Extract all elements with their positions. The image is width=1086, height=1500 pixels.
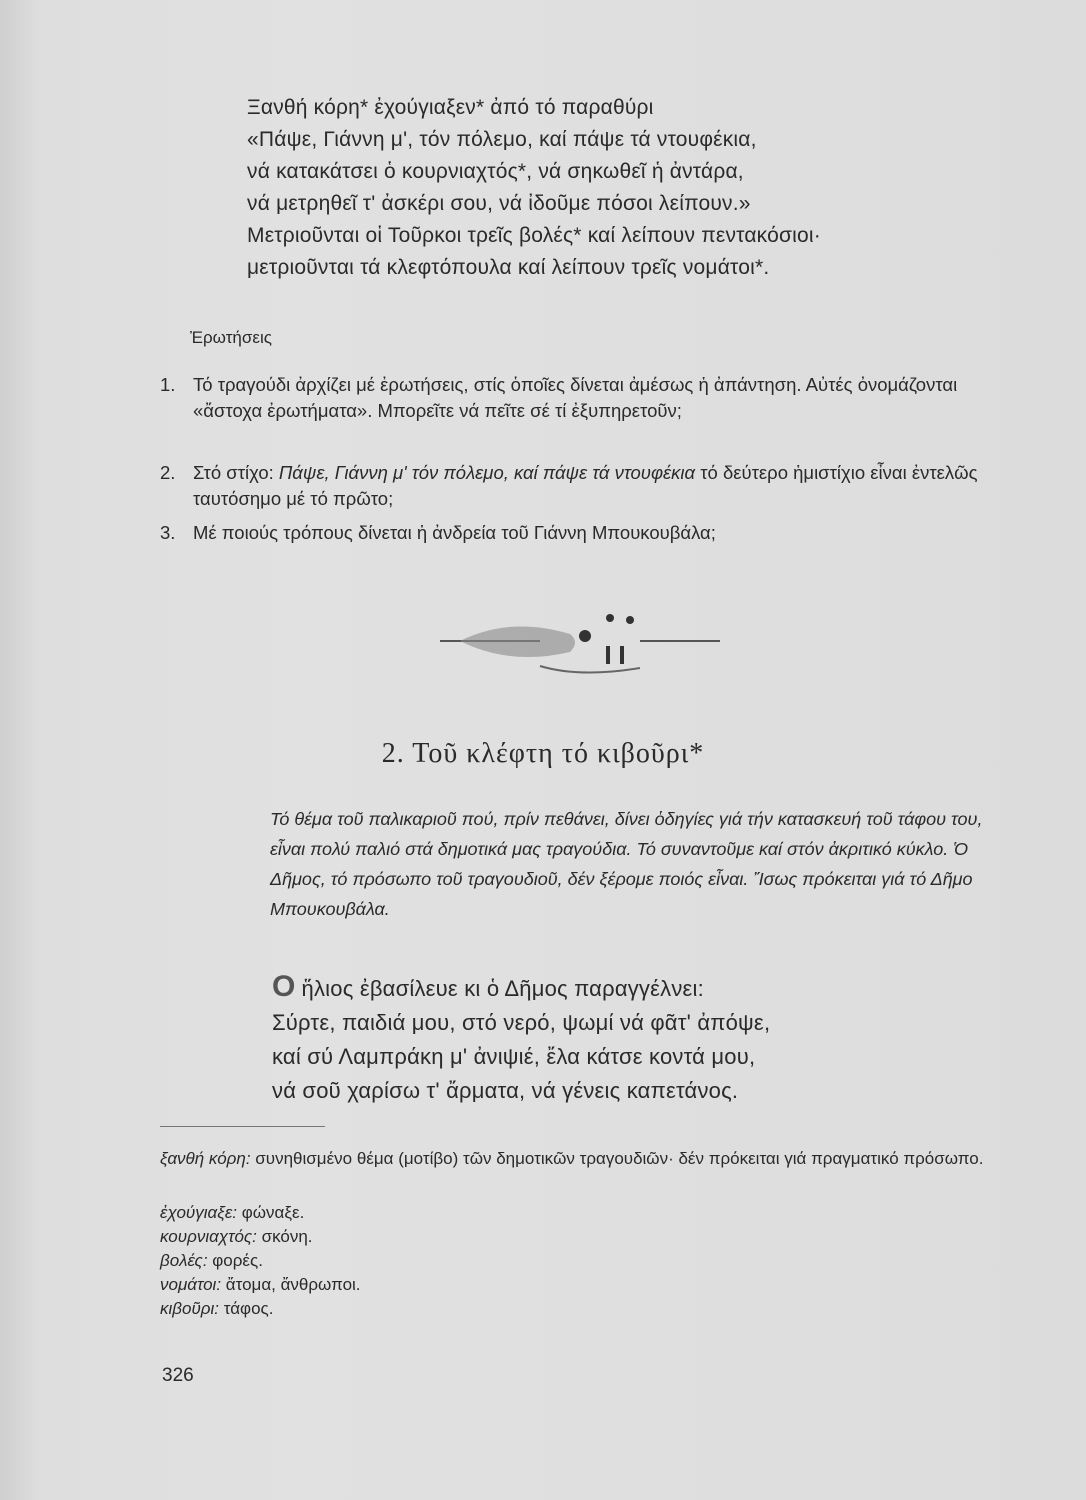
question-text <box>193 460 983 512</box>
question-prefix: Στό στίχο: <box>193 462 279 483</box>
footnote-text: σκόνη. <box>256 1227 313 1246</box>
footnote <box>160 1298 990 1320</box>
footnote-divider <box>160 1126 325 1127</box>
poem-line <box>272 970 992 1006</box>
poem-line: νά σοῦ χαρίσω τ' ἄρματα, νά γένεις καπετάνος. <box>272 1078 739 1103</box>
footnote-term: ξανθή κόρη: <box>160 1149 251 1168</box>
section-intro: Τό θέμα τοῦ παλικαριοῦ πού, πρίν πεθάνει, δίνει ὁδηγίες γιά τήν κατασκευή τοῦ τάφου του, εἶναι πολύ παλιό στά δημοτικά μας τραγούδια. Τό συναντοῦμε καί στόν ἀκριτικό κύκλο. Ὁ Δῆμος, τό πρόσωπο τοῦ τραγουδιοῦ, δέν ξέρομε ποιός εἶναι. Ἴσως πρόκειται γιά τό Δῆμο Μπουκουβάλα. <box>270 809 983 919</box>
footnote-term: νομάτοι: <box>160 1275 222 1294</box>
footnote-text: φορές. <box>207 1251 263 1270</box>
footnote-term: κιβοῦρι: <box>160 1299 220 1318</box>
poem-line: μετριοῦνται τά κλεφτόπουλα καί λείπουν τρεῖς νομάτοι*. <box>247 256 770 279</box>
footnote-term: βολές: <box>160 1251 208 1270</box>
question-quote: Πάψε, Γιάννη μ' τόν πόλεμο, καί πάψε τά ντουφέκια <box>278 462 696 483</box>
question-number: 3. <box>160 522 176 543</box>
page-number: 326 <box>162 1365 194 1386</box>
poem-line-rest: ἥλιος ἐβασίλευε κι ὁ Δῆμος παραγγέλνει: <box>301 976 704 1001</box>
question-number: 2. <box>160 462 176 483</box>
dropcap: Ο <box>272 970 296 1003</box>
footnote-term: κουρνιαχτός: <box>160 1227 257 1246</box>
footnote <box>160 1226 990 1248</box>
poem-line: Ξανθή κόρη* ἐχούγιαξεν* ἀπό τό παραθύρι <box>247 96 654 119</box>
poem-line: νά κατακάτσει ὁ κουρνιαχτός*, νά σηκωθεῖ ἡ ἀντάρα, <box>247 160 744 183</box>
footnote-text: φώναξε. <box>237 1203 305 1222</box>
question-item <box>160 520 980 546</box>
question-item <box>160 372 980 421</box>
footnote-text: τάφος. <box>219 1299 274 1318</box>
question-item <box>160 460 980 509</box>
footnote-text: ἄτομα, ἄνθρωποι. <box>221 1275 361 1294</box>
poem-line: «Πάψε, Γιάννη μ', τόν πόλεμο, καί πάψε τά ντουφέκια, <box>247 128 757 151</box>
footnote <box>160 1202 990 1224</box>
footnote <box>160 1250 990 1272</box>
footnote <box>160 1274 990 1296</box>
poem-line: Μετριοῦνται οἱ Τοῦρκοι τρεῖς βολές* καί λείπουν πεντακόσιοι· <box>247 224 821 247</box>
ornament-icon <box>420 596 740 686</box>
question-suffix: τό δεύτερο ἡμιστίχιο εἶναι ἐντελῶς ταυτόσημο μέ τό πρῶτο; <box>193 462 978 509</box>
questions-title: Ἐρωτήσεις <box>190 328 272 347</box>
poem-line: καί σύ Λαμπράκη μ' ἀνιψιέ, ἔλα κάτσε κοντά μου, <box>272 1044 756 1069</box>
footnote-text: συνηθισμένο θέμα (μοτίβο) τῶν δημοτικῶν τραγουδιῶν· δέν πρόκειται γιά πραγματικό πρόσωπο. <box>250 1149 984 1168</box>
section-title: 2. Τοῦ κλέφτη τό κιβοῦρι* <box>381 738 705 769</box>
footnote-term: ἐχούγιαξε: <box>160 1203 238 1222</box>
poem-top <box>247 92 967 284</box>
footnote <box>160 1148 990 1170</box>
question-number: 1. <box>160 374 176 395</box>
question-text: Μέ ποιούς τρόπους δίνεται ἡ ἀνδρεία τοῦ Γιάννη Μπουκουβάλα; <box>193 522 716 543</box>
question-text: Τό τραγούδι ἀρχίζει μέ ἐρωτήσεις, στίς ὁποῖες δίνεται ἀμέσως ἡ ἀπάντηση. Αὐτές ὀνομάζονται «ἄστοχα ἐρωτήματα». Μπορεῖτε νά πεῖτε σέ τί ἐξυπηρετοῦν; <box>193 374 958 421</box>
poem-line: Σύρτε, παιδιά μου, στό νερό, ψωμί νά φᾶτ' ἀπόψε, <box>272 1010 771 1035</box>
poem-second <box>272 970 992 1108</box>
poem-line: νά μετρηθεῖ τ' ἀσκέρι σου, νά ἰδοῦμε πόσοι λείπουν.» <box>247 192 751 215</box>
